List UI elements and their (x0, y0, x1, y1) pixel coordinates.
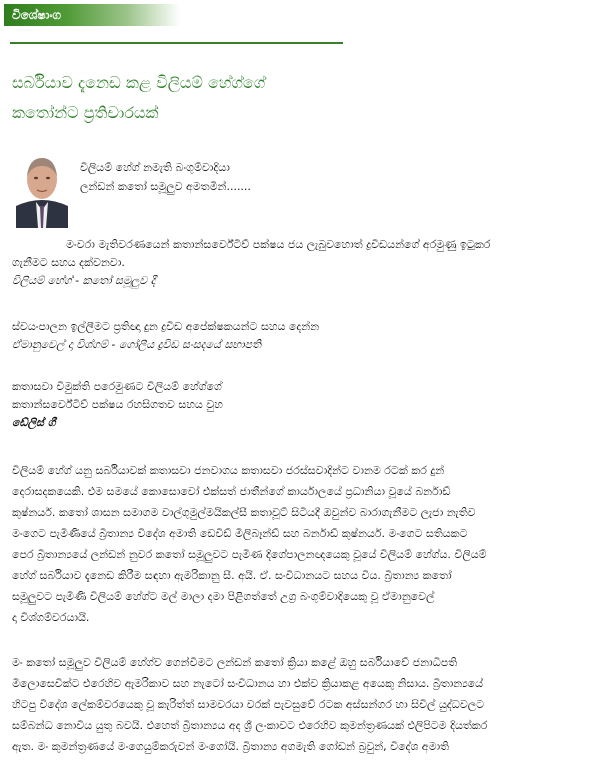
body2-line-3: හිටපු විදේශ ලේකම්වරයෙකු වූ කැරිත්ත් සාමවරයා වරක් පැවසුවේ රටක අස්සන්ගර හා සිවිල් යුද්ධවලට (12, 698, 485, 711)
body1-line-4: මංගෙට පැමිණියේ බ්‍රිතාන්‍ය විදේශ අමාති ඩෙවිඩ් මිලිබෑන්ඩ් සහ බර්නාඩ් කුෂ්නර්ය. මංගෙට සතියකට (12, 527, 468, 540)
quote-3-attribution: ඩේලිස් ගී (12, 416, 56, 429)
body1-line-1: විලියම් හේග් යනු සර්බියාවක් කතාසවා ජනවාගය කතාසවා ජරස්සවාදින්ට වානම රටක් කර දුන් (12, 464, 445, 477)
body1-line-6: හේග් සර්බියාව දැනෙඩ කිරීම සඳහා ඇමරිකානු සී. අයි. ඒ. සංවිධානයට සහය විය. බ්‍රිතාන්‍ය කතෝ (12, 569, 452, 582)
section-label: විශේෂාංග (12, 8, 62, 22)
headline-line-2: කතෝන්ට ප්‍රතිචාරයක් (12, 103, 159, 122)
header-rule (10, 42, 343, 44)
body1-line-7: සමූලුවට පැමිණි විලියම් හේග්ට මල් මාලා දමා පිළිගත්තේ උග්‍ර බංගුම්වාදියෙකු වූ ඒමානුවෙල් (12, 590, 435, 603)
body-paragraph-2 (12, 652, 604, 757)
headline-line-1: සර්බියාව දැනෙඩ කළ විලියම් හේග්ගේ (12, 73, 266, 92)
body-paragraph-1 (12, 460, 604, 628)
quote-1-line-2: ගැනීමට සහය දක්වනවා. (12, 256, 125, 269)
quote-3 (12, 378, 604, 432)
body2-line-2: මිලොසෙවික්ට එරෙහිව ඇමරිකාව සහ නැටෝ සංවිධානය හා එක්ව ක්‍රියාකළ අයෙකු නිසාය. බ්‍රිතාන්‍යයේ (12, 677, 484, 690)
quote-2-text: ස්වයංපාලන ඉල්ලීමට ප්‍රතිඥා දුන ද්‍රවිඩ අපේක්ෂකයන්ට සහය දෙන්න (12, 320, 320, 333)
section-tab (4, 4, 180, 26)
caption-line-1: විලියම් හේග් නමැති බංගුම්වාදියා (80, 161, 230, 174)
quote-1-line-1: මංවරා මැතිවරණයෙන් කතාන්සර්වේටිව් පක්ෂය ජය ලැබුවහොත් ද්‍රවිඩයන්ගේ අරමුණු ඉටුකර (66, 238, 491, 251)
quote-3-line-2: කතාන්සර්වේටිව් පක්ෂය රහසිගතව සහය වුහ (12, 398, 223, 411)
body1-line-5: පෙර බ්‍රිතාන්‍යයේ ලන්ඩන් නුවර කතෝ සමූලුවට පැමිණ දිගේපාලනඥයෙකු වූයේ විලියම් හේග්ය. විලියම් (12, 548, 487, 561)
caption-line-2: ලන්ඩන් කතෝ සමූලුව අමතමින්....... (80, 180, 251, 193)
quote-1 (12, 236, 604, 290)
body2-line-4: සම්බන්ධ නොවිය යුතු බවයි. එහෙත් බ්‍රිතාන්‍යය අද ශ්‍රී ලංකාවට එරෙහිව කුමන්ත්‍රණයක් එලිපිටම දියත්කර (12, 719, 488, 732)
quote-1-attribution: විලියම් හේග් - කතෝ සමූලුව දී (12, 274, 156, 287)
quote-3-line-1: කතාසවා විමුක්ති පරෙමුණට විලියම් හේග්ගේ (12, 380, 222, 393)
body1-line-2: දෙරාසදකයෙකි. එම සමයේ කොසොවෝ එක්සත් ජාතීන්ගේ කාර්යාලයේ ප්‍රධානියා වූයේ බර්නාඩ් (12, 485, 451, 498)
article-headline (12, 68, 602, 128)
body1-line-3: කුෂ්නර්ය. කතෝ ශාසන සමාගම වාල්ගුමුල්මයිකල්සී කතාවූට් සිටියදී ඔවුන්ව බාරාගැනීමට ලැජා නැතිව (12, 506, 476, 519)
author-photo (16, 146, 68, 228)
body2-line-1: මං කතෝ සමූලුව විලියම් හේග්ව ගෙන්වීමට ලන්ඩන් කතෝ ක්‍රියා කළේ ඔහු සර්බියාවේ ජනාධිපති (12, 656, 458, 669)
quote-2 (12, 318, 604, 354)
body1-line-8: දා විශ්‍ගම්වරයායි. (12, 611, 90, 624)
body2-line-5: ඇත. මං කුමන්ත්‍රණයේ මංගෙයුම්කරුවන් මංගෝයි. බ්‍රිතාන්‍ය අගමැති ගෝඩන් බ්‍රවුන්, විදේශ අමාති (12, 740, 450, 753)
photo-caption (80, 158, 251, 196)
quote-2-attribution: ඒමානුවෙල් දා විශ්‍ගම් - ගෝලීය ද්‍රවිඩ සංසදයේ සභාපති (12, 338, 262, 351)
